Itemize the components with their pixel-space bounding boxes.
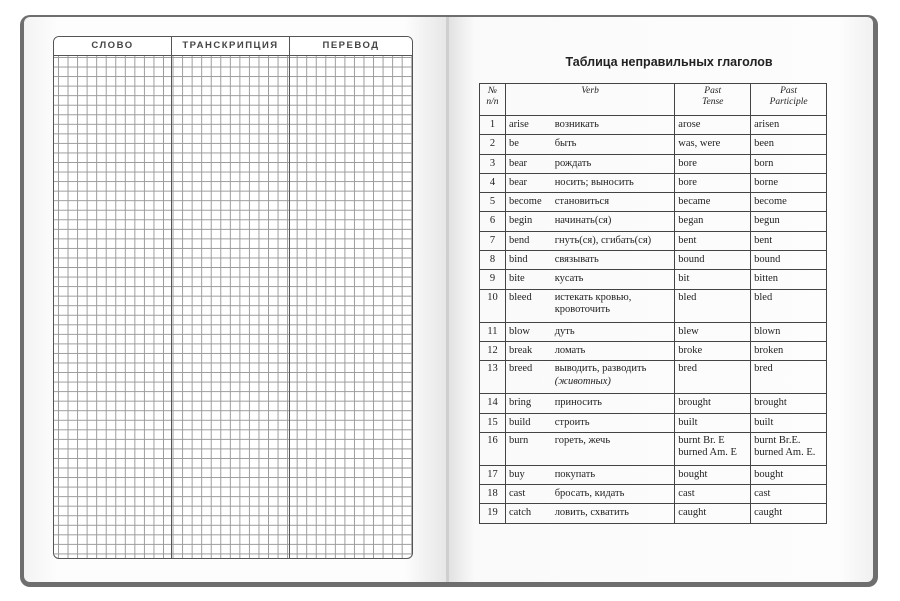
cell-translation-text: кусать	[554, 273, 584, 285]
cell-translation	[552, 231, 675, 250]
cell-translation	[552, 361, 675, 394]
cell-verb-text: bring	[508, 397, 532, 409]
cell-past-tense	[675, 394, 751, 413]
cell-past-tense	[675, 270, 751, 289]
cell-number	[480, 116, 506, 135]
cell-past-participle-text: arisen	[754, 119, 780, 130]
cell-number	[480, 289, 506, 322]
cell-number-text: 14	[487, 397, 498, 409]
cell-past-tense	[675, 322, 751, 341]
header-pp-line1: Past	[780, 86, 797, 96]
cell-verb	[505, 361, 551, 394]
cell-past-participle	[751, 231, 827, 250]
cell-translation	[552, 322, 675, 341]
cell-translation-text: гнуть(ся), сгибать(ся)	[554, 234, 652, 246]
cell-translation	[552, 135, 675, 154]
cell-translation-text: ломать	[554, 344, 586, 356]
cell-translation-text: становиться	[554, 196, 610, 208]
column-header-word: СЛОВО	[54, 37, 172, 55]
page-title: Таблица неправильных глаголов	[565, 55, 773, 69]
cell-verb-text: blow	[508, 325, 530, 337]
cell-past-participle-text: caught	[754, 507, 783, 519]
cell-verb	[505, 173, 551, 192]
cell-past-tense-text: bred	[678, 363, 697, 375]
table-row	[480, 322, 827, 341]
cell-past-participle	[751, 251, 827, 270]
table-row	[480, 289, 827, 322]
cell-number-text: 7	[489, 234, 496, 246]
cell-verb	[505, 465, 551, 484]
table-row	[480, 432, 827, 465]
cell-verb-text: bend	[508, 234, 530, 246]
cell-past-tense-text: bore	[678, 157, 697, 169]
table-body	[480, 116, 827, 524]
cell-number	[480, 212, 506, 231]
cell-past-participle-text: bought	[754, 468, 784, 480]
cell-translation-text-line2: (животных)	[554, 375, 611, 387]
cell-past-tense	[675, 251, 751, 270]
cell-number-text: 18	[487, 488, 498, 500]
cell-number	[480, 485, 506, 504]
cell-translation	[552, 173, 675, 192]
cell-verb-text: bite	[508, 273, 525, 285]
cell-number-text: 2	[489, 138, 496, 150]
cell-number	[480, 135, 506, 154]
header-number	[480, 84, 506, 116]
cell-verb	[505, 504, 551, 523]
column-header-transcription: ТРАНСКРИПЦИЯ	[172, 37, 290, 55]
header-verb: Verb	[505, 84, 674, 116]
cell-verb	[505, 322, 551, 341]
cell-verb	[505, 116, 551, 135]
cell-past-participle-text: bitten	[754, 273, 779, 285]
cell-translation-text: гореть, жечь	[554, 434, 611, 446]
cell-number	[480, 270, 506, 289]
cell-verb-text: bear	[508, 176, 528, 188]
cell-translation-text: истекать кровью,	[554, 291, 632, 303]
cell-translation-text: строить	[554, 416, 590, 428]
cell-number-text: 3	[489, 157, 496, 169]
cell-verb-text: buy	[508, 468, 525, 480]
cell-translation	[552, 341, 675, 360]
cell-verb	[505, 270, 551, 289]
cell-past-tense-text: brought	[678, 397, 711, 409]
cell-past-participle-text: borne	[754, 176, 779, 188]
cell-number-text: 19	[487, 507, 498, 519]
cell-verb	[505, 394, 551, 413]
cell-number-text: 10	[487, 291, 498, 303]
cell-past-tense-text: became	[678, 196, 711, 208]
column-divider	[289, 37, 290, 558]
cell-past-tense-text: built	[678, 416, 698, 428]
cell-verb-text: cast	[508, 488, 526, 500]
cell-number	[480, 413, 506, 432]
cell-number-text: 12	[487, 344, 498, 356]
cell-past-tense	[675, 432, 751, 465]
cell-past-tense	[675, 154, 751, 173]
cell-translation	[552, 413, 675, 432]
cell-number-text: 17	[487, 468, 498, 480]
table-row	[480, 270, 827, 289]
header-number-line2: п/п	[486, 97, 499, 107]
column-header-translation: ПЕРЕВОД	[322, 40, 380, 51]
cell-past-tense-text: bent	[678, 234, 697, 246]
irregular-verbs-table	[479, 83, 827, 524]
cell-past-tense	[675, 289, 751, 322]
cell-translation-text: носить; выносить	[554, 176, 634, 188]
cell-past-participle-text: bent	[754, 234, 773, 246]
cell-past-tense	[675, 135, 751, 154]
cell-translation-text: возникать	[554, 119, 599, 130]
cell-past-tense-text: bit	[678, 273, 690, 285]
cell-past-tense	[675, 465, 751, 484]
cell-verb-text: build	[508, 416, 531, 428]
cell-verb	[505, 485, 551, 504]
cell-number-text: 9	[489, 273, 496, 285]
table-row	[480, 485, 827, 504]
cell-past-participle	[751, 154, 827, 173]
cell-past-participle	[751, 135, 827, 154]
cell-past-tense-text: bore	[678, 176, 697, 188]
cell-past-tense	[675, 231, 751, 250]
cell-translation-text: связывать	[554, 254, 599, 266]
table-row	[480, 193, 827, 212]
cell-past-tense-text: bound	[678, 254, 705, 266]
cell-past-tense	[675, 413, 751, 432]
table-row	[480, 135, 827, 154]
column-divider	[171, 37, 172, 558]
cell-verb	[505, 251, 551, 270]
table-row	[480, 504, 827, 523]
cell-past-tense-text: began	[678, 215, 704, 227]
left-page	[24, 17, 447, 582]
cell-past-participle	[751, 212, 827, 231]
cell-translation-text: дуть	[554, 325, 575, 337]
table-row	[480, 394, 827, 413]
cell-past-participle-text: bound	[754, 254, 781, 266]
cell-translation-text: бросать, кидать	[554, 488, 625, 500]
cell-number-text: 13	[487, 363, 498, 375]
cell-verb	[505, 413, 551, 432]
cell-verb	[505, 289, 551, 322]
cell-verb	[505, 193, 551, 212]
cell-translation	[552, 465, 675, 484]
right-page	[449, 17, 873, 582]
table-row	[480, 361, 827, 394]
cell-past-participle-text: built	[754, 416, 774, 428]
cell-past-participle-text: broken	[754, 344, 784, 356]
cell-translation	[552, 193, 675, 212]
cell-verb-text: be	[508, 138, 519, 150]
table-row	[480, 212, 827, 231]
cell-past-participle	[751, 322, 827, 341]
cell-translation-text: покупать	[554, 468, 596, 480]
cell-past-participle	[751, 270, 827, 289]
table-row	[480, 116, 827, 135]
table-row	[480, 465, 827, 484]
cell-past-participle	[751, 341, 827, 360]
cell-past-tense-text: bled	[678, 291, 697, 303]
cell-translation-text: выводить, разводить	[554, 363, 647, 375]
table-row	[480, 251, 827, 270]
cell-past-participle	[751, 485, 827, 504]
cell-translation	[552, 154, 675, 173]
cell-past-participle-text: cast	[754, 488, 771, 500]
cell-number	[480, 504, 506, 523]
cell-translation-text: рождать	[554, 157, 592, 169]
cell-translation	[552, 504, 675, 523]
header-past-participle	[751, 84, 827, 116]
cell-past-tense-text-line2: burned Am. E	[678, 447, 737, 459]
table-row	[480, 341, 827, 360]
table-row	[480, 413, 827, 432]
cell-past-tense-text: blew	[678, 325, 699, 337]
cell-verb-text: arise	[508, 119, 529, 130]
cell-past-tense	[675, 361, 751, 394]
cell-translation	[552, 394, 675, 413]
cell-past-participle	[751, 116, 827, 135]
header-past-line2: Tense	[702, 97, 724, 107]
cell-past-participle-text: blown	[754, 325, 781, 337]
cell-past-tense-text: caught	[678, 507, 707, 519]
cell-past-participle-text: become	[754, 196, 787, 208]
cell-past-participle-text: been	[754, 138, 774, 150]
cell-translation	[552, 270, 675, 289]
cell-past-tense	[675, 504, 751, 523]
header-past-tense	[675, 84, 751, 116]
cell-past-tense	[675, 485, 751, 504]
cell-number	[480, 322, 506, 341]
cell-past-participle-text: born	[754, 157, 774, 169]
cell-past-tense	[675, 193, 751, 212]
cell-number	[480, 432, 506, 465]
table-row	[480, 154, 827, 173]
cell-past-tense	[675, 173, 751, 192]
cell-verb-text: become	[508, 196, 542, 208]
cell-translation	[552, 432, 675, 465]
cell-past-tense-text: bought	[678, 468, 708, 480]
cell-verb-text: break	[508, 344, 533, 356]
cell-past-participle	[751, 173, 827, 192]
grid-header	[54, 37, 412, 56]
cell-number	[480, 154, 506, 173]
cell-past-tense-text: burnt Br. E	[678, 434, 725, 446]
cell-translation	[552, 485, 675, 504]
cell-verb-text: bind	[508, 254, 528, 266]
cell-past-participle	[751, 413, 827, 432]
cell-past-participle-text: brought	[754, 397, 787, 409]
cell-past-tense-text: arose	[678, 119, 701, 130]
cell-past-tense	[675, 116, 751, 135]
cell-past-participle	[751, 432, 827, 465]
cell-verb	[505, 212, 551, 231]
cell-number	[480, 173, 506, 192]
cell-verb-text: burn	[508, 434, 529, 446]
cell-number	[480, 394, 506, 413]
cell-translation-text: ловить, схватить	[554, 507, 629, 519]
cell-past-participle-text: begun	[754, 215, 780, 227]
cell-past-participle	[751, 504, 827, 523]
table-header-row	[480, 84, 827, 116]
cell-past-participle	[751, 465, 827, 484]
cell-verb-text: catch	[508, 507, 532, 519]
table-row	[480, 173, 827, 192]
cell-number-text: 6	[489, 215, 496, 227]
cell-number-text: 4	[489, 176, 496, 188]
cell-past-tense-text: broke	[678, 344, 703, 356]
cell-translation-text: приносить	[554, 397, 602, 409]
cell-past-tense-text: was, were	[678, 138, 721, 150]
cell-translation-text: начинать(ся)	[554, 215, 612, 227]
cell-translation-text: быть	[554, 138, 577, 150]
graph-paper-grid	[54, 55, 412, 558]
header-number-line1: №	[488, 86, 497, 96]
cell-past-tense-text: cast	[678, 488, 695, 500]
cell-past-participle-text: burnt Br.E.	[754, 434, 801, 446]
cell-number-text: 11	[487, 325, 498, 337]
header-pp-line2: Participle	[769, 97, 808, 107]
cell-translation	[552, 251, 675, 270]
cell-number-text: 15	[487, 416, 498, 428]
cell-verb-text: breed	[508, 363, 533, 375]
cell-past-participle	[751, 394, 827, 413]
table-row	[480, 231, 827, 250]
cell-number	[480, 231, 506, 250]
cell-verb	[505, 432, 551, 465]
cell-past-participle-text: bled	[754, 291, 773, 303]
cell-translation	[552, 116, 675, 135]
cell-number-text: 1	[489, 119, 496, 130]
cell-number-text: 16	[487, 434, 498, 446]
cell-verb-text: bear	[508, 157, 528, 169]
cell-past-participle	[751, 193, 827, 212]
cell-past-participle	[751, 361, 827, 394]
cell-verb-text: bleed	[508, 291, 532, 303]
cell-past-participle-text: bred	[754, 363, 773, 375]
cell-past-participle	[751, 289, 827, 322]
cell-number	[480, 361, 506, 394]
cell-past-tense	[675, 341, 751, 360]
cell-verb	[505, 341, 551, 360]
header-past-line1: Past	[704, 86, 722, 96]
cell-number	[480, 341, 506, 360]
cell-number-text: 5	[489, 196, 496, 208]
cell-number-text: 8	[489, 254, 496, 266]
cell-translation	[552, 212, 675, 231]
vocabulary-grid	[53, 36, 413, 559]
cell-past-tense	[675, 212, 751, 231]
cell-number	[480, 465, 506, 484]
cell-number	[480, 193, 506, 212]
cell-translation-text-line2: кровоточить	[554, 304, 610, 316]
cell-verb	[505, 135, 551, 154]
cell-translation	[552, 289, 675, 322]
cell-verb-text: begin	[508, 215, 533, 227]
cell-verb	[505, 154, 551, 173]
cell-number	[480, 251, 506, 270]
cell-verb	[505, 231, 551, 250]
cell-past-participle-text-line2: burned Am. E.	[754, 447, 816, 459]
